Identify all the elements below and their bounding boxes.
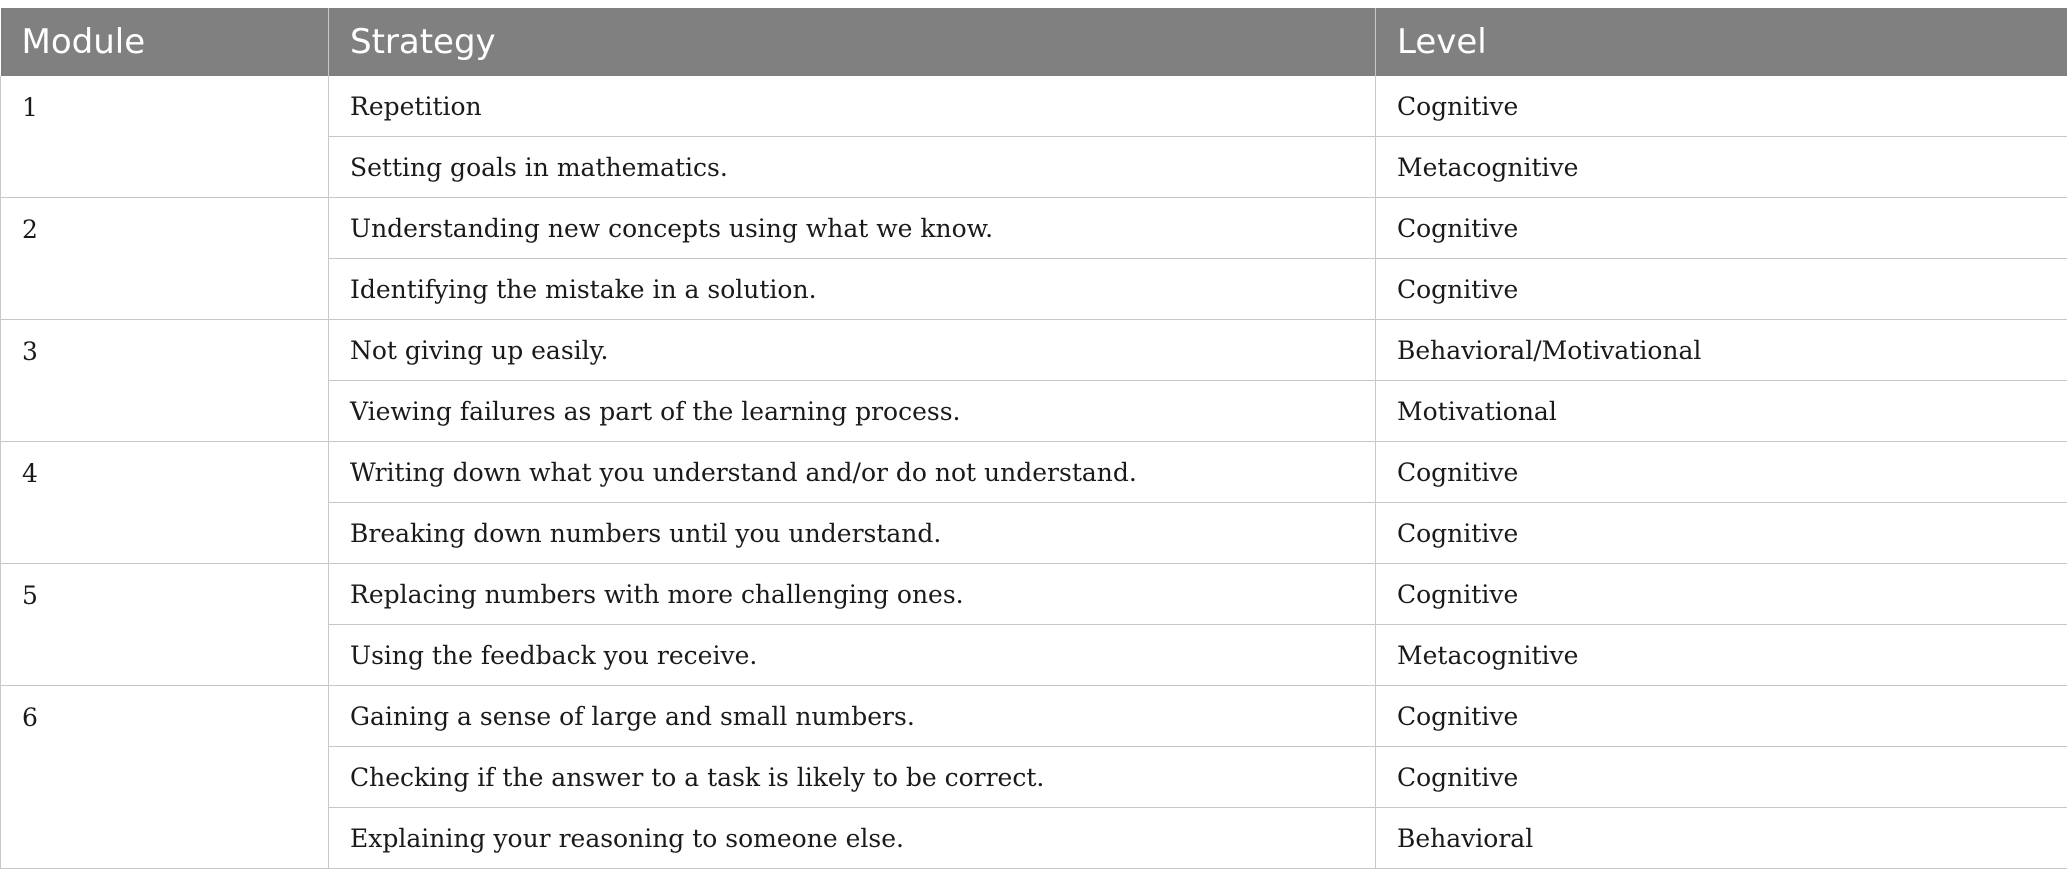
strategy-cell: Replacing numbers with more challenging ones. [329, 564, 1376, 625]
strategy-cell: Understanding new concepts using what we know. [329, 198, 1376, 259]
level-cell: Cognitive [1376, 76, 2067, 137]
strategy-cell: Gaining a sense of large and small numbers. [329, 686, 1376, 747]
level-cell: Metacognitive [1376, 625, 2067, 686]
module-cell: 5 [1, 564, 329, 686]
strategy-cell: Setting goals in mathematics. [329, 137, 1376, 198]
table-row [1, 198, 2067, 259]
strategy-cell: Identifying the mistake in a solution. [329, 259, 1376, 320]
strategy-cell: Repetition [329, 76, 1376, 137]
level-cell: Cognitive [1376, 259, 2067, 320]
level-cell: Cognitive [1376, 198, 2067, 259]
module-cell: 3 [1, 320, 329, 442]
table-row [1, 564, 2067, 625]
module-cell: 2 [1, 198, 329, 320]
strategy-cell: Writing down what you understand and/or do not understand. [329, 442, 1376, 503]
module-cell: 4 [1, 442, 329, 564]
level-cell: Behavioral/Motivational [1376, 320, 2067, 381]
strategy-table [0, 8, 2067, 869]
table-body [1, 76, 2067, 869]
strategy-cell: Viewing failures as part of the learning process. [329, 381, 1376, 442]
module-cell: 1 [1, 76, 329, 198]
strategy-table-container [0, 8, 2067, 869]
table-row [1, 320, 2067, 381]
header-strategy: Strategy [329, 8, 1376, 76]
level-cell: Cognitive [1376, 686, 2067, 747]
table-row [1, 686, 2067, 747]
level-cell: Cognitive [1376, 442, 2067, 503]
level-cell: Metacognitive [1376, 137, 2067, 198]
level-cell: Cognitive [1376, 503, 2067, 564]
level-cell: Cognitive [1376, 564, 2067, 625]
strategy-cell: Checking if the answer to a task is likely to be correct. [329, 747, 1376, 808]
header-level: Level [1376, 8, 2067, 76]
strategy-cell: Explaining your reasoning to someone else. [329, 808, 1376, 869]
header-row [1, 8, 2067, 76]
level-cell: Behavioral [1376, 808, 2067, 869]
table-header [1, 8, 2067, 76]
level-cell: Cognitive [1376, 747, 2067, 808]
strategy-cell: Not giving up easily. [329, 320, 1376, 381]
strategy-cell: Breaking down numbers until you understand. [329, 503, 1376, 564]
table-row [1, 442, 2067, 503]
level-cell: Motivational [1376, 381, 2067, 442]
module-cell: 6 [1, 686, 329, 869]
strategy-cell: Using the feedback you receive. [329, 625, 1376, 686]
header-module: Module [1, 8, 329, 76]
table-row [1, 76, 2067, 137]
